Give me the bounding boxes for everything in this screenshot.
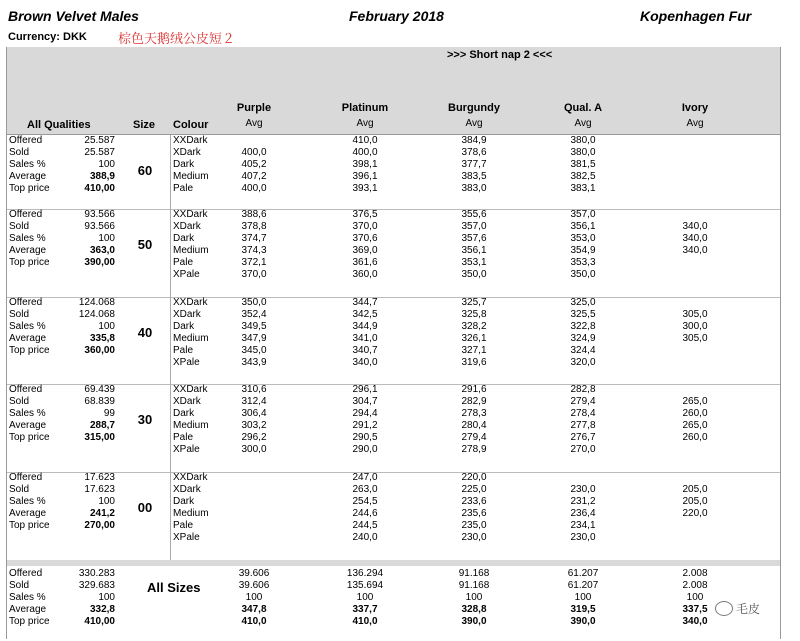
size-value: 30 <box>137 412 153 427</box>
quality-header: Purple <box>236 102 272 114</box>
price-cell: 383,0 <box>461 183 487 194</box>
price-cell: 235,0 <box>461 520 487 531</box>
price-cell: 280,4 <box>461 420 487 431</box>
colour-label: XDark <box>173 484 201 495</box>
price-cell: 344,7 <box>352 297 378 308</box>
total-cell: 328,8 <box>461 604 487 615</box>
price-cell: 380,0 <box>570 135 596 146</box>
stat-value: 17.623 <box>84 484 115 495</box>
price-cell: 326,1 <box>461 333 487 344</box>
stat-label: Offered <box>9 135 43 146</box>
chinese-note: 棕色天鹅绒公皮短２ <box>118 32 236 47</box>
stat-label: Top price <box>9 345 50 356</box>
quality-subheader: Avg <box>574 118 592 129</box>
price-cell: 324,9 <box>570 333 596 344</box>
total-cell: 39.606 <box>238 580 270 591</box>
colour-label: XDark <box>173 309 201 320</box>
total-stat-value: 410,00 <box>84 616 115 627</box>
price-cell: 341,0 <box>352 333 378 344</box>
price-cell: 378,8 <box>241 221 267 232</box>
wechat-icon <box>715 601 733 616</box>
price-cell: 276,7 <box>570 432 596 443</box>
price-cell: 306,4 <box>241 408 267 419</box>
price-cell: 370,0 <box>241 269 267 280</box>
total-cell: 91.168 <box>458 568 490 579</box>
price-cell: 369,0 <box>352 245 378 256</box>
price-cell: 304,7 <box>352 396 378 407</box>
stat-value: 25.587 <box>84 135 115 146</box>
watermark <box>715 600 760 617</box>
price-cell: 294,4 <box>352 408 378 419</box>
stat-label: Offered <box>9 209 43 220</box>
total-cell: 100 <box>356 592 374 603</box>
total-stat-value: 332,8 <box>89 604 115 615</box>
total-stat-label: Top price <box>9 616 50 627</box>
total-stat-value: 100 <box>98 592 115 603</box>
stat-label: Sales % <box>9 233 46 244</box>
total-cell: 135.694 <box>346 580 384 591</box>
total-cell: 319,5 <box>570 604 596 615</box>
super-header: >>> Short nap 2 <<< <box>447 49 553 61</box>
colour-label: Dark <box>173 233 195 244</box>
price-cell: 349,5 <box>241 321 267 332</box>
price-cell: 205,0 <box>682 496 708 507</box>
price-cell: 370,0 <box>352 221 378 232</box>
colour-divider <box>170 135 171 560</box>
price-cell: 300,0 <box>682 321 708 332</box>
price-cell: 230,0 <box>461 532 487 543</box>
price-cell: 303,2 <box>241 420 267 431</box>
stat-label: Offered <box>9 384 43 395</box>
stat-value: 93.566 <box>84 221 115 232</box>
stat-value: 124.068 <box>78 309 115 320</box>
stat-value: 315,00 <box>84 432 115 443</box>
total-cell: 2.008 <box>682 568 708 579</box>
size-value: 50 <box>137 237 153 252</box>
stat-value: 100 <box>98 159 115 170</box>
price-cell: 374,7 <box>241 233 267 244</box>
quality-header: Platinum <box>341 102 389 114</box>
stat-label: Sold <box>9 221 30 232</box>
price-cell: 356,1 <box>570 221 596 232</box>
col-colour: Colour <box>173 119 209 131</box>
price-cell: 383,1 <box>570 183 596 194</box>
price-cell: 361,6 <box>352 257 378 268</box>
quality-subheader: Avg <box>686 118 704 129</box>
price-cell: 342,5 <box>352 309 378 320</box>
stat-label: Average <box>9 333 47 344</box>
total-stat-label: Sold <box>9 580 30 591</box>
price-cell: 325,7 <box>461 297 487 308</box>
total-cell: 100 <box>574 592 592 603</box>
price-cell: 265,0 <box>682 396 708 407</box>
price-cell: 230,0 <box>570 484 596 495</box>
price-cell: 296,1 <box>352 384 378 395</box>
stat-value: 360,00 <box>84 345 115 356</box>
price-cell: 277,8 <box>570 420 596 431</box>
quality-header: Burgundy <box>448 102 500 114</box>
price-cell: 340,0 <box>682 245 708 256</box>
colour-label: XPale <box>173 357 200 368</box>
colour-label: Pale <box>173 520 194 531</box>
price-cell: 343,9 <box>241 357 267 368</box>
price-cell: 350,0 <box>570 269 596 280</box>
price-cell: 230,0 <box>570 532 596 543</box>
price-cell: 260,0 <box>682 408 708 419</box>
stat-value: 390,00 <box>84 257 115 268</box>
price-cell: 374,3 <box>241 245 267 256</box>
stat-value: 93.566 <box>84 209 115 220</box>
colour-label: Pale <box>173 345 194 356</box>
total-cell: 91.168 <box>458 580 490 591</box>
stat-label: Top price <box>9 520 50 531</box>
price-cell: 376,5 <box>352 209 378 220</box>
price-cell: 410,0 <box>352 135 378 146</box>
col-all-qualities: All Qualities <box>27 119 91 131</box>
price-cell: 325,8 <box>461 309 487 320</box>
colour-label: XDark <box>173 221 201 232</box>
size-value: 00 <box>137 500 153 515</box>
price-cell: 355,6 <box>461 209 487 220</box>
price-cell: 378,6 <box>461 147 487 158</box>
total-cell: 410,0 <box>352 616 378 627</box>
stat-value: 270,00 <box>84 520 115 531</box>
colour-label: XDark <box>173 396 201 407</box>
price-cell: 340,0 <box>682 233 708 244</box>
size-value: 40 <box>137 325 153 340</box>
size-value: 60 <box>137 163 153 178</box>
price-cell: 260,0 <box>682 432 708 443</box>
colour-label: Dark <box>173 496 195 507</box>
total-cell: 39.606 <box>238 568 270 579</box>
price-cell: 247,0 <box>352 472 378 483</box>
quality-subheader: Avg <box>465 118 483 129</box>
all-sizes-label: All Sizes <box>147 580 201 595</box>
price-cell: 290,0 <box>352 444 378 455</box>
stat-value: 241,2 <box>89 508 115 519</box>
colour-label: XPale <box>173 444 200 455</box>
price-cell: 370,6 <box>352 233 378 244</box>
price-cell: 300,0 <box>241 444 267 455</box>
price-cell: 400,0 <box>241 147 267 158</box>
total-stat-label: Average <box>9 604 47 615</box>
price-cell: 357,6 <box>461 233 487 244</box>
price-cell: 325,0 <box>570 297 596 308</box>
price-cell: 393,1 <box>352 183 378 194</box>
price-cell: 233,6 <box>461 496 487 507</box>
price-cell: 225,0 <box>461 484 487 495</box>
total-cell: 337,5 <box>682 604 708 615</box>
total-cell: 410,0 <box>241 616 267 627</box>
price-cell: 291,6 <box>461 384 487 395</box>
colour-label: XXDark <box>173 472 208 483</box>
price-cell: 357,0 <box>461 221 487 232</box>
price-cell: 340,0 <box>682 221 708 232</box>
price-cell: 353,0 <box>570 233 596 244</box>
colour-label: Medium <box>173 508 209 519</box>
stat-value: 25.587 <box>84 147 115 158</box>
price-cell: 360,0 <box>352 269 378 280</box>
stat-value: 99 <box>103 408 115 419</box>
quality-subheader: Avg <box>245 118 263 129</box>
colour-label: Dark <box>173 321 195 332</box>
report-period: February 2018 <box>349 8 444 24</box>
price-cell: 320,0 <box>570 357 596 368</box>
price-cell: 328,2 <box>461 321 487 332</box>
quality-header: Qual. A <box>563 102 603 114</box>
price-cell: 290,5 <box>352 432 378 443</box>
price-cell: 350,0 <box>241 297 267 308</box>
stat-value: 17.623 <box>84 472 115 483</box>
total-stat-value: 329.683 <box>78 580 115 591</box>
stat-label: Sales % <box>9 408 46 419</box>
price-cell: 205,0 <box>682 484 708 495</box>
price-cell: 354,9 <box>570 245 596 256</box>
colour-label: Dark <box>173 159 195 170</box>
colour-label: Medium <box>173 333 209 344</box>
stat-value: 410,00 <box>84 183 115 194</box>
stat-label: Sales % <box>9 321 46 332</box>
watermark-text: 毛皮 <box>735 602 760 616</box>
price-cell: 235,6 <box>461 508 487 519</box>
total-cell: 100 <box>465 592 483 603</box>
report-title: Brown Velvet Males <box>8 8 139 24</box>
price-cell: 319,6 <box>461 357 487 368</box>
price-cell: 278,4 <box>570 408 596 419</box>
price-cell: 305,0 <box>682 309 708 320</box>
price-cell: 325,5 <box>570 309 596 320</box>
stat-label: Sold <box>9 396 30 407</box>
stat-value: 363,0 <box>89 245 115 256</box>
table-header <box>7 47 780 135</box>
price-cell: 312,4 <box>241 396 267 407</box>
price-cell: 350,0 <box>461 269 487 280</box>
totals-separator <box>7 560 780 566</box>
price-cell: 270,0 <box>570 444 596 455</box>
colour-label: XXDark <box>173 297 208 308</box>
report-source: Kopenhagen Fur <box>640 8 752 24</box>
stat-label: Sales % <box>9 496 46 507</box>
price-cell: 384,9 <box>461 135 487 146</box>
price-cell: 263,0 <box>352 484 378 495</box>
colour-label: Pale <box>173 432 194 443</box>
price-cell: 407,2 <box>241 171 267 182</box>
stat-value: 69.439 <box>84 384 115 395</box>
price-cell: 344,9 <box>352 321 378 332</box>
price-cell: 291,2 <box>352 420 378 431</box>
price-cell: 353,3 <box>570 257 596 268</box>
price-cell: 265,0 <box>682 420 708 431</box>
stat-value: 68.839 <box>84 396 115 407</box>
price-cell: 327,1 <box>461 345 487 356</box>
stat-label: Top price <box>9 432 50 443</box>
price-cell: 396,1 <box>352 171 378 182</box>
colour-label: Medium <box>173 171 209 182</box>
colour-label: XXDark <box>173 384 208 395</box>
price-table <box>6 47 781 639</box>
stat-label: Average <box>9 245 47 256</box>
total-stat-label: Sales % <box>9 592 46 603</box>
stat-value: 124.068 <box>78 297 115 308</box>
stat-label: Average <box>9 171 47 182</box>
price-cell: 383,5 <box>461 171 487 182</box>
stat-label: Top price <box>9 183 50 194</box>
total-cell: 337,7 <box>352 604 378 615</box>
colour-label: Dark <box>173 408 195 419</box>
price-cell: 234,1 <box>570 520 596 531</box>
price-cell: 240,0 <box>352 532 378 543</box>
colour-label: XXDark <box>173 135 208 146</box>
price-cell: 220,0 <box>682 508 708 519</box>
stat-label: Offered <box>9 472 43 483</box>
quality-header: Ivory <box>681 102 709 114</box>
total-cell: 390,0 <box>570 616 596 627</box>
quality-subheader: Avg <box>356 118 374 129</box>
stat-label: Top price <box>9 257 50 268</box>
price-cell: 236,4 <box>570 508 596 519</box>
total-stat-value: 330.283 <box>78 568 115 579</box>
price-cell: 400,0 <box>352 147 378 158</box>
price-cell: 347,9 <box>241 333 267 344</box>
price-cell: 353,1 <box>461 257 487 268</box>
price-cell: 254,5 <box>352 496 378 507</box>
stat-label: Offered <box>9 297 43 308</box>
stat-value: 388,9 <box>89 171 115 182</box>
total-cell: 347,8 <box>241 604 267 615</box>
price-cell: 279,4 <box>461 432 487 443</box>
stat-label: Sold <box>9 484 30 495</box>
colour-label: XXDark <box>173 209 208 220</box>
colour-label: Medium <box>173 420 209 431</box>
price-cell: 398,1 <box>352 159 378 170</box>
total-stat-label: Offered <box>9 568 43 579</box>
price-cell: 381,5 <box>570 159 596 170</box>
colour-label: Medium <box>173 245 209 256</box>
price-cell: 400,0 <box>241 183 267 194</box>
price-cell: 382,5 <box>570 171 596 182</box>
stat-value: 335,8 <box>89 333 115 344</box>
price-cell: 340,0 <box>352 357 378 368</box>
price-cell: 345,0 <box>241 345 267 356</box>
total-cell: 2.008 <box>682 580 708 591</box>
price-cell: 231,2 <box>570 496 596 507</box>
total-cell: 340,0 <box>682 616 708 627</box>
total-cell: 136.294 <box>346 568 384 579</box>
stat-label: Average <box>9 508 47 519</box>
price-cell: 357,0 <box>570 209 596 220</box>
price-cell: 322,8 <box>570 321 596 332</box>
price-cell: 352,4 <box>241 309 267 320</box>
colour-label: Pale <box>173 183 194 194</box>
price-cell: 244,6 <box>352 508 378 519</box>
price-cell: 405,2 <box>241 159 267 170</box>
price-cell: 388,6 <box>241 209 267 220</box>
price-cell: 340,7 <box>352 345 378 356</box>
stat-label: Average <box>9 420 47 431</box>
price-cell: 278,9 <box>461 444 487 455</box>
total-cell: 100 <box>245 592 263 603</box>
price-cell: 278,3 <box>461 408 487 419</box>
price-cell: 282,9 <box>461 396 487 407</box>
total-cell: 61.207 <box>567 568 599 579</box>
currency-label: Currency: DKK <box>8 31 87 43</box>
price-cell: 380,0 <box>570 147 596 158</box>
colour-label: XDark <box>173 147 201 158</box>
price-cell: 279,4 <box>570 396 596 407</box>
stat-value: 288,7 <box>89 420 115 431</box>
price-cell: 372,1 <box>241 257 267 268</box>
colour-label: Pale <box>173 257 194 268</box>
stat-label: Sold <box>9 309 30 320</box>
stat-label: Sold <box>9 147 30 158</box>
price-cell: 377,7 <box>461 159 487 170</box>
price-cell: 282,8 <box>570 384 596 395</box>
colour-label: XPale <box>173 532 200 543</box>
price-cell: 244,5 <box>352 520 378 531</box>
stat-value: 100 <box>98 496 115 507</box>
colour-label: XPale <box>173 269 200 280</box>
total-cell: 390,0 <box>461 616 487 627</box>
price-cell: 305,0 <box>682 333 708 344</box>
stat-value: 100 <box>98 233 115 244</box>
price-cell: 296,2 <box>241 432 267 443</box>
price-cell: 324,4 <box>570 345 596 356</box>
stat-label: Sales % <box>9 159 46 170</box>
price-cell: 310,6 <box>241 384 267 395</box>
price-cell: 356,1 <box>461 245 487 256</box>
total-cell: 61.207 <box>567 580 599 591</box>
price-cell: 220,0 <box>461 472 487 483</box>
col-size: Size <box>133 119 156 131</box>
stat-value: 100 <box>98 321 115 332</box>
total-cell: 100 <box>686 592 704 603</box>
